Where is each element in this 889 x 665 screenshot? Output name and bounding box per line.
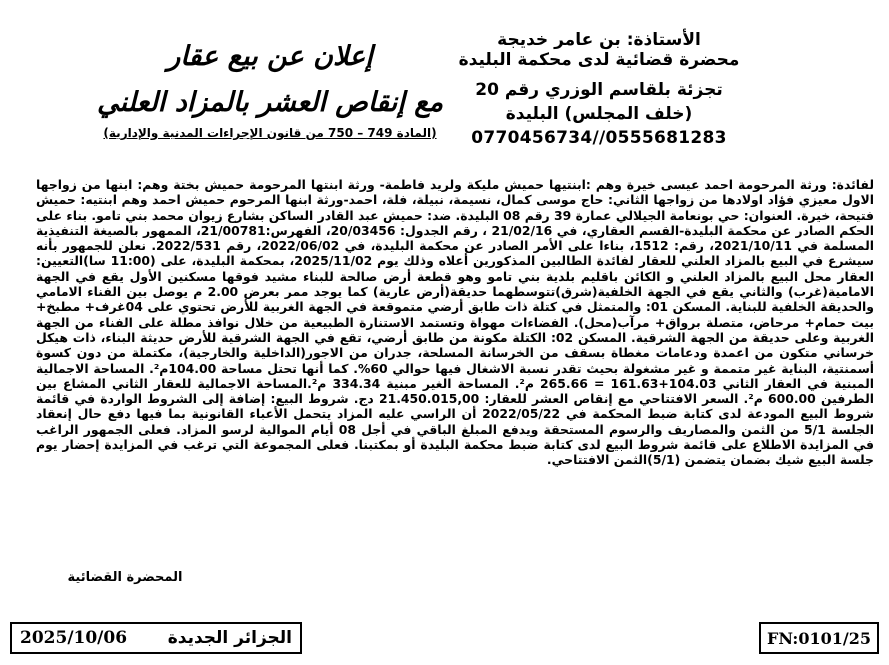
notary-phones: 0770456734//0555681283: [471, 128, 727, 148]
notary-address-line1: تجزئة بلقاسم الوزري رقم 20: [475, 80, 723, 100]
announcement-title: إعلان عن بيع عقار: [167, 41, 373, 72]
notary-address-line2: (خلف المجلس) البليدة: [505, 104, 693, 124]
notary-title: محضرة قضائية لدى محكمة البليدة: [458, 50, 740, 70]
publication-box: [10, 622, 302, 654]
footer: [10, 622, 879, 656]
publication-date: 2025/10/06: [20, 628, 128, 648]
law-reference: (المادة 749 – 750 من قانون الإجراءات المدنية والإدارية): [103, 126, 437, 140]
announcement-body: [36, 177, 874, 468]
newspaper-name: الجزائر الجديدة: [167, 628, 292, 648]
signature: المحضرة القضائية: [67, 570, 183, 585]
body-paragraph: لفائدة: ورثة المرحومة احمد عيسى خيرة وهم :ابنتيها حميش مليكة ولريد فاطمة- ورثة ابنتها المرحومة حميش بختة وهم: ابنها من زواجها الاول معيزي فؤاد اولادها من زواجها الثاني: حاج موسى كمال، نسيمة، نبيلة، فلة، احمد-ورثة ابنها المرحوم حميش احمد وهم ابنتيه: حميش فتيحة، خيرة. العنوان: حي بونعامة الجيلالي عمارة 39 رقم 08 البليدة. ضد: حميش عبد القادر الساكن بشارع زيوان محمد بني تامو. بناء على الحكم الصادر عن محكمة البليدة-القسم العقاري، في 21/02/16 ، رقم الجدول: 20/03456، الفهرس:21/00781، الممهور بالصيغة التنفيذية المسلمة في 2021/10/11، رقم: 1512، بناءا على الأمر الصادر عن محكمة البليدة، في 2022/06/02، رقم 2022/531. نعلن للجمهور بأنه سيشرع في البيع بالمزاد العلني للعقار لفائدة الطالبين المذكورين أعلاه وذلك يوم 2025/11/02، بمحكمة البليدة، على (11:00 سا)التعيين: العقار محل البيع بالمزاد العلني و الكائن باقليم بلدية بني تامو وهو قطعة أرض صالحة للبناء مشيد فوقها مسكنين الأول يقع في الجهة الامامية(غرب) والثاني يقع في الجهة الخلفية(شرق)تتوسطهما حديقة(أرض عارية) كما يوجد ممر بعرض 2.00 م يوصل بين الفناء الامامي والحديقة الخلفية للبناية. المسكن 01: والمتمثل في كتلة ذات طابق أرضي متموقعة في الجهة الغربية للأرض تحتوي على 04غرف+ مطبخ+ بيت حمام+ مرحاض، متصلة برواق+ مرآب(محل). الفضاءات مهواة وتستمد الاستنارة الطبيعية من خلال نوافذ مطلة على الفناء من الجهة الغربية وعلى حديقة من الجهة الشرقية. المسكن 02: الكتلة مكونة من طابق أرضي، تقع في الجهة الشرقية للأرض حديثة البناء، ذات هيكل خرساني متكون من اعمدة ودعامات مغطاة بسقف من الخرسانة المسلحة، جدران من الاجور(الداخلية والخارجية)، مكتملة من دون كسوة أسمنتية، البناية غير متممة و غير مشغولة بحيث تقدر نسبة الاشغال فيها حوالي 60%. كما أنها تحتل مساحة 104.00م². المساحة الاجمالية المبنية في العقار الثاني 104.03+161.63 = 265.66 م². المساحة الغير مبنية 334.34 م².المساحة الاجمالية للعقار الثاني المشاع بين الطرفين 600.00 م². السعر الافتتاحي مع إنقاص العشر للعقار: 21.450.015,00 دج. شروط البيع: إضافة إلى الشروط الواردة في قائمة شروط البيع المودعة لدى كتابة ضبط المحكمة في 2022/05/22 أن الراسي عليه المزاد يتحمل الأعباء القانونية بما فيها دفع حال إنعقاد الجلسة 5/1 من الثمن والمصاريف والرسوم المستحقة ويدفع المبلغ الباقي في أجل 08 أيام الموالية لرسو المزاد. فعلى الجمهور الراغب في المزايدة الاطلاع على قائمة شروط البيع لدى كتابة ضبط محكمة البليدة أو بمكتبنا. فعلى المجموعة التي ترغب في المزايدة إحضار يوم جلسة البيع شيك بضمان يتضمن (5/1)الثمن الافتتاحي.: [36, 177, 875, 468]
announcement-subtitle: مع إنقاص العشر بالمزاد العلني: [96, 87, 444, 118]
reference-box: FN:0101/25: [759, 622, 879, 654]
notary-name: الأستاذة: بن عامر خديجة: [497, 30, 701, 50]
announcement-header: [60, 40, 480, 140]
notary-header: [434, 30, 764, 150]
